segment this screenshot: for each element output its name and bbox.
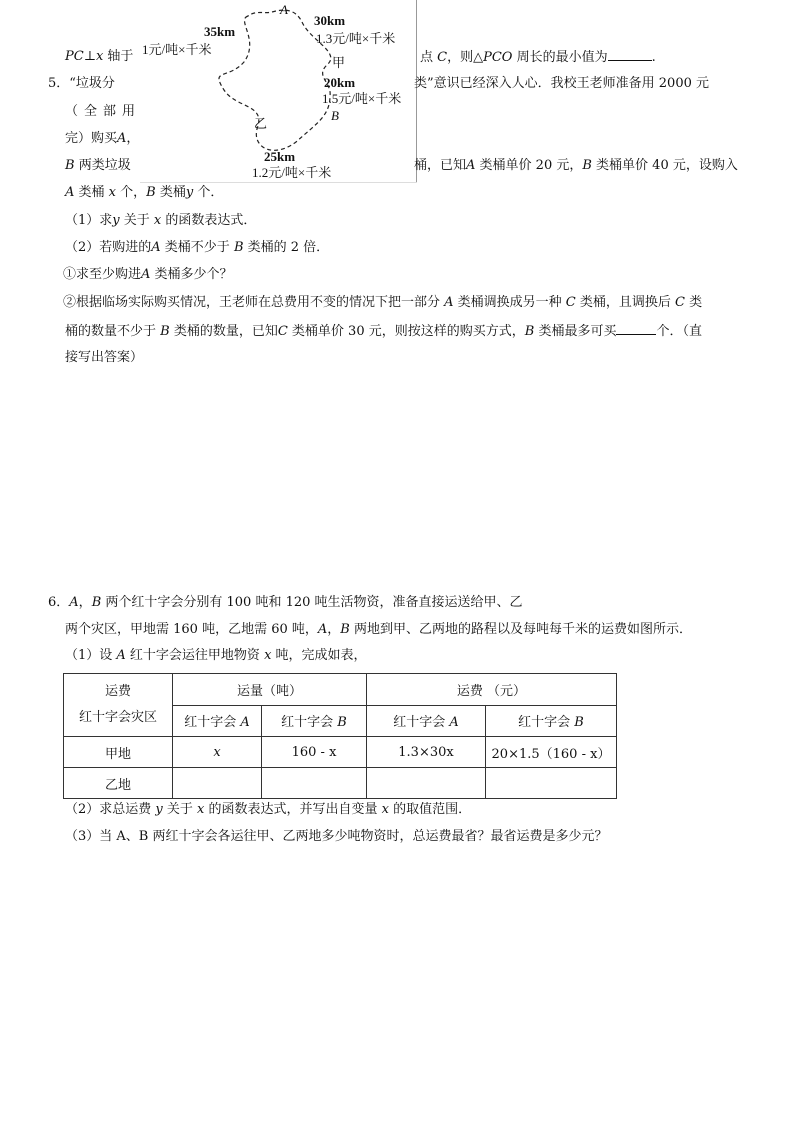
sub-header-qty-b	[262, 705, 367, 737]
q6-text: 6．	[48, 595, 70, 610]
var-a: A	[117, 131, 127, 146]
var-b: B	[65, 158, 75, 173]
q5-text: 个．（直	[656, 324, 702, 339]
text-end: .	[651, 50, 656, 65]
cell-jia-qty-b: 160 - x	[262, 737, 367, 768]
sub-header-fee-a	[367, 705, 486, 737]
q5-text: 关于	[119, 213, 154, 228]
q6-line1	[48, 594, 523, 612]
var-y: y	[155, 802, 163, 817]
text-then: ，则△	[447, 50, 484, 65]
row-label-yi: 乙地	[64, 768, 173, 799]
row-label-jia: 甲地	[64, 737, 173, 768]
map-distance-20: 20km	[324, 75, 356, 90]
q6-part2	[65, 801, 471, 819]
q6-text: 的函数表达式，并写出自变量	[204, 802, 382, 817]
q5-line4-right	[414, 157, 738, 175]
q5-line1-right	[414, 75, 709, 93]
table-corner-cell	[64, 674, 173, 737]
sub-label: 红十字会	[281, 715, 338, 731]
q6-text: 红十字会运往甲地物资	[125, 648, 265, 663]
var-x: x	[197, 802, 205, 817]
q6-text: 两个红十字会分别有 100 吨和 120 吨生活物资，准备直接运送给甲、乙	[101, 595, 523, 610]
q5-sub2-line1	[63, 294, 702, 312]
var-a: A	[65, 185, 75, 200]
q5-text: 的函数表达式．	[161, 213, 257, 228]
var-c: C	[437, 50, 448, 65]
q5-text: 个，	[116, 185, 147, 200]
figure-border-bottom	[140, 182, 417, 183]
var-a: A	[449, 715, 459, 731]
q5-line1-left	[48, 75, 115, 93]
q5-text: 类”意识已经深入人心．我校王老师准备用 2000 元	[414, 76, 709, 91]
map-distance-30: 30km	[314, 13, 346, 28]
var-b: B	[574, 715, 584, 731]
q5-sub2-line3	[65, 349, 143, 367]
q5-text: 类桶最多可买	[534, 324, 617, 339]
map-label-yi: 乙	[254, 116, 268, 131]
q6-line2	[65, 621, 692, 639]
q5-part2	[65, 239, 329, 257]
q5-text: （1）求	[65, 213, 113, 228]
q5-text: 类桶	[74, 185, 109, 200]
q6-text: ，	[327, 622, 341, 637]
q5-text: 类桶单价 40 元，设购入	[591, 158, 738, 173]
text-point: 点	[420, 50, 438, 65]
sub-label: 红十字会	[393, 715, 450, 731]
q5-text: 类桶	[155, 185, 186, 200]
var-c: C	[277, 324, 288, 339]
q5-text: 类桶多少个？	[150, 267, 233, 282]
cell-yi-fee-a[interactable]	[367, 768, 486, 799]
freight-table	[63, 673, 617, 799]
answer-blank[interactable]	[608, 48, 652, 61]
answer-blank-q5[interactable]	[616, 322, 656, 335]
var-b: B	[582, 158, 592, 173]
q6-part3	[65, 828, 607, 846]
route-path-dashed	[219, 10, 331, 150]
var-y: y	[185, 185, 194, 200]
q5-text: ②根据临场实际购买情况，王老师在总费用不变的情况下把一部分	[63, 295, 445, 310]
q4-tail-line-right	[420, 48, 656, 67]
var-b: B	[91, 595, 102, 610]
q5-text: ①求至少购进	[63, 267, 142, 282]
q6-text: 两地到甲、乙两地的路程以及每吨每千米的运费如图所示．	[349, 622, 692, 637]
header-quantity: 运量（吨）	[173, 674, 367, 706]
q6-text: ，	[78, 595, 92, 610]
header-fee: 运费 （元）	[367, 674, 617, 706]
var-x: x	[264, 648, 272, 663]
map-label-b: B	[331, 108, 339, 123]
q5-text: 类桶不少于	[160, 240, 234, 255]
sub-label: 红十字会	[184, 715, 241, 731]
q5-part1	[65, 212, 256, 230]
sub-label: 红十字会	[518, 715, 575, 731]
var-y: y	[112, 213, 120, 228]
q6-text: 的取值范围．	[388, 802, 472, 817]
var-a: A	[141, 267, 151, 282]
cell-yi-qty-b[interactable]	[262, 768, 367, 799]
q5-text: 类桶单价 30 元，则按这样的购买方式，	[287, 324, 525, 339]
var-a: A	[317, 622, 328, 637]
q5-text: （2）若购进的	[65, 240, 152, 255]
var-b: B	[146, 185, 156, 200]
q6-part1	[65, 647, 367, 665]
var-a: A	[466, 158, 476, 173]
text-perimeter: 周长的最小值为	[512, 50, 608, 65]
map-rate-1: 1元/吨×千米	[142, 42, 212, 57]
q5-text: 类桶单价 20 元，	[475, 158, 583, 173]
map-distance-35: 35km	[204, 24, 236, 39]
var-a: A	[151, 240, 161, 255]
q6-text: 关于	[162, 802, 198, 817]
route-map-figure	[140, 0, 418, 182]
q6-text: 吨，完成如表，	[271, 648, 367, 663]
var-c: C	[565, 295, 576, 310]
map-rate-13: 1.3元/吨×千米	[316, 31, 396, 46]
var-a: A	[69, 595, 79, 610]
var-a: A	[116, 648, 126, 663]
q5-text: 类桶调换成另一种	[453, 295, 566, 310]
map-label-jia: 甲	[332, 55, 346, 70]
var-pco: PCO	[483, 50, 513, 65]
q5-text: 类桶，且调换后	[575, 295, 676, 310]
q5-text: 类桶的 2 倍．	[243, 240, 330, 255]
q5-sub1	[63, 266, 233, 284]
var-a: A	[444, 295, 454, 310]
var-x: x	[381, 802, 389, 817]
var-b: B	[233, 240, 244, 255]
q5-line3	[65, 130, 139, 148]
q6-text: （2）求总运费	[65, 802, 156, 817]
text-axis: 轴于	[103, 49, 134, 64]
q5-line4-left	[65, 157, 131, 175]
map-rate-15: 1.5元/吨×千米	[322, 91, 402, 106]
cell-yi-qty-a[interactable]	[173, 768, 262, 799]
table-row	[64, 737, 617, 768]
q6-text: 两个灾区，甲地需 160 吨，乙地需 60 吨，	[65, 622, 318, 637]
var-pc: PC	[65, 49, 84, 64]
var-c: C	[675, 295, 685, 310]
table-row	[64, 768, 617, 799]
var-x: x	[153, 213, 162, 228]
q6-text: （1）设	[65, 648, 117, 663]
q5-text: ，	[126, 131, 140, 146]
cell-jia-fee-b: 20×1.5（160 - x）	[486, 737, 617, 768]
var-b: B	[160, 324, 170, 339]
q6-text: （3）当 A、B 两红十字会各运往甲、乙两地多少吨物资时，总运费最省？最省运费是多少元？	[65, 829, 608, 844]
map-rate-12: 1.2元/吨×千米	[252, 165, 332, 180]
q5-text: 类桶的数量，已知	[169, 324, 278, 339]
var-x: x	[95, 49, 104, 64]
corner-label-fee: 运费	[104, 684, 131, 699]
var-b: B	[524, 324, 535, 339]
cell-jia-qty-a: x	[173, 737, 262, 768]
q5-sub2-line2	[65, 322, 702, 341]
q5-text: 接写出答案）	[65, 350, 144, 365]
q5-line5	[65, 184, 223, 202]
var-b: B	[337, 715, 347, 731]
sub-header-fee-b	[486, 705, 617, 737]
sub-header-qty-a	[173, 705, 262, 737]
q5-text: 桶的数量不少于	[65, 324, 161, 339]
q5-text: 类	[684, 295, 703, 310]
cell-jia-fee-a: 1.3×30x	[367, 737, 486, 768]
q5-line2	[65, 103, 141, 121]
cell-yi-fee-b[interactable]	[486, 768, 617, 799]
q4-tail-line-left	[65, 48, 133, 66]
q5-text: 两类垃圾	[74, 158, 131, 173]
q5-text: 5．“垃圾分	[48, 76, 115, 91]
map-distance-25: 25km	[264, 149, 296, 164]
var-x: x	[108, 185, 116, 200]
corner-label-org-area: 红十字会灾区	[78, 710, 157, 725]
q5-text: 桶，已知	[414, 158, 467, 173]
q5-text: 个．	[193, 185, 224, 200]
q5-text: 完）购买	[65, 131, 118, 146]
map-label-a: A	[280, 2, 288, 17]
var-b: B	[340, 622, 350, 637]
var-a: A	[240, 715, 250, 731]
perp-symbol: ⊥	[83, 49, 96, 64]
q5-text: （全部用	[65, 104, 142, 119]
